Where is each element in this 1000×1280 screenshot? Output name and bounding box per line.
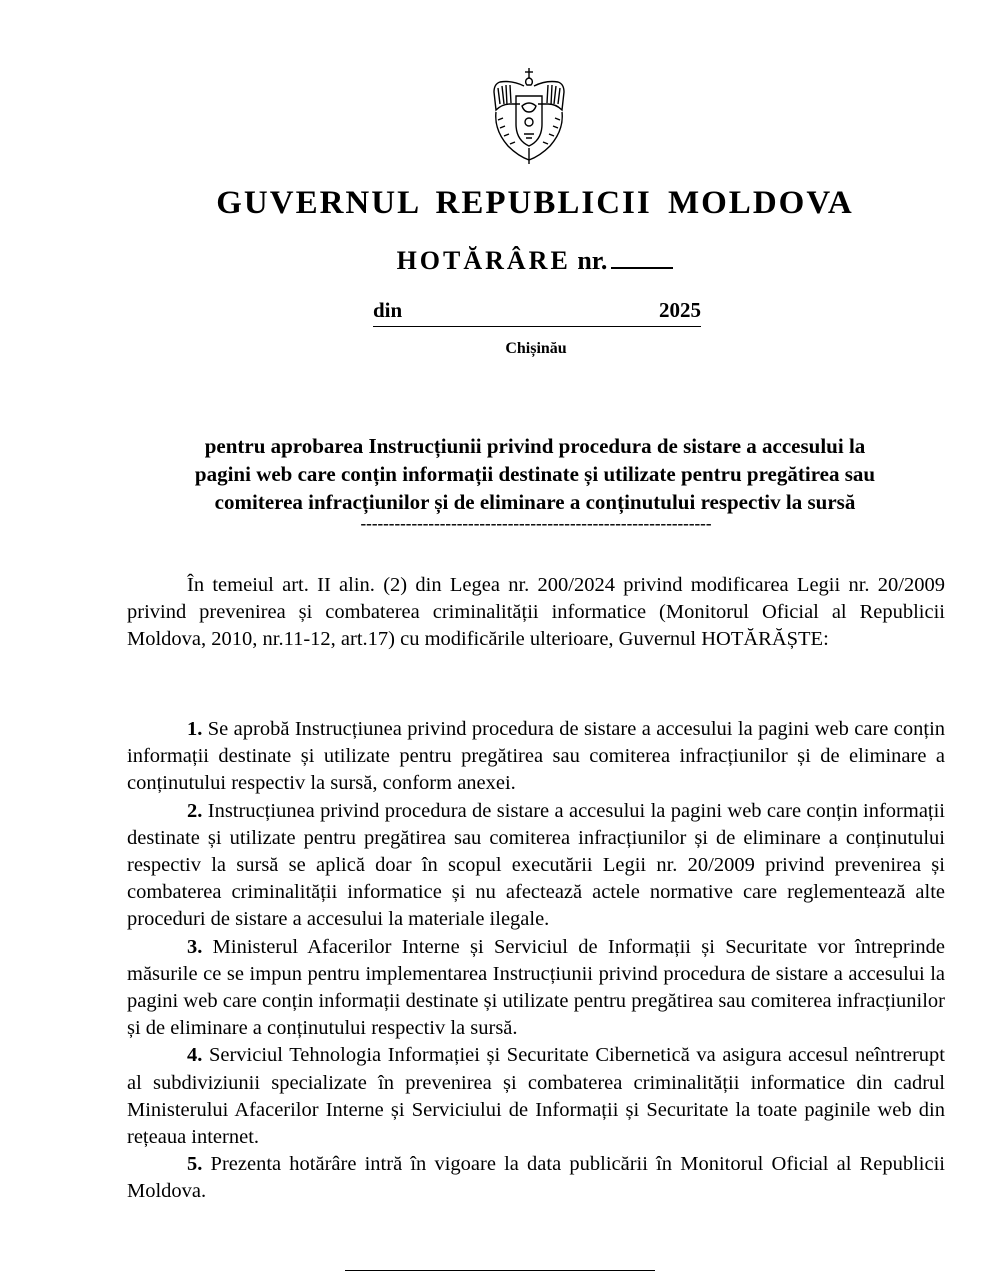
- article-text: Prezenta hotărâre intră în vigoare la data publicării în Monitorul Oficial al Republicii Moldova.: [127, 1153, 945, 1203]
- article-number: 5.: [187, 1153, 203, 1176]
- decision-number-label: nr.: [577, 246, 608, 275]
- date-line: [373, 298, 701, 327]
- article-number: 1.: [187, 718, 203, 740]
- decision-number-blank: [611, 245, 673, 269]
- article-text: Serviciul Tehnologia Informației și Securitate Cibernetică va asigura accesul neîntrerupt al subdiviziunii specializate în prevenirea și combaterea criminalității informatice din cadrul Ministerului Afacerilor Interne și Serviciului de Informații și Securitate la toate paginile web din rețeaua internet.: [127, 1044, 945, 1149]
- article-item: [127, 1042, 945, 1151]
- title-separator: --------------------------------------------------------------: [360, 514, 712, 533]
- article-number: 2.: [187, 799, 203, 822]
- date-year: 2025: [659, 298, 701, 322]
- decision-label: HOTĂRÂRE: [396, 246, 571, 275]
- articles-list: [127, 716, 945, 1206]
- title-line: pentru aprobarea Instrucțiunii privind procedura de sistare a accesului la: [204, 434, 866, 458]
- title-line: pagini web care conțin informații destinate și utilizate pentru pregătirea sau: [194, 462, 876, 486]
- preamble-block: [127, 572, 945, 654]
- coat-of-arms-icon: [488, 66, 570, 166]
- title-line: comiterea infracțiunilor și de eliminare a conținutului respectiv la sursă: [214, 490, 856, 514]
- document-title: [120, 432, 950, 516]
- article-item: [127, 934, 945, 1043]
- date-prefix: din: [373, 298, 403, 322]
- article-item: [127, 798, 945, 934]
- article-text: Ministerul Afacerilor Interne și Serviciul de Informații și Securitate vor întreprinde măsurile ce se impun pentru implementarea Instrucțiunii privind procedura de sistare a accesului la pagini web care conțin informații destinate și utilizate pentru pregătirea sau comiterea infracțiunilor și de eliminare a conținutului respectiv la sursă.: [127, 935, 945, 1040]
- article-item: [127, 1151, 945, 1205]
- government-heading: GUVERNUL REPUBLICII MOLDOVA: [216, 185, 854, 221]
- decision-heading: [0, 245, 1000, 276]
- city-label: Chișinău: [505, 340, 567, 357]
- article-number: 4.: [187, 1044, 203, 1067]
- article-text: Se aprobă Instrucțiunea privind procedura de sistare a accesului la pagini web care conțin informații destinate și utilizate pentru pregătirea sau comiterea infracțiunilor și de eliminare a conținutului respectiv la sursă, conform anexei.: [127, 718, 946, 795]
- article-number: 3.: [187, 935, 203, 958]
- signature-line: [345, 1270, 655, 1271]
- preamble-paragraph: În temeiul art. II alin. (2) din Legea nr. 200/2024 privind modificarea Legii nr. 20/2009 privind prevenirea și combaterea criminalității informatice (Monitorul Oficial al Republicii Moldova, 2010, nr.11-12, art.17) cu modificările ulterioare, Guvernul HOTĂRĂȘTE:: [127, 574, 945, 651]
- article-item: [127, 716, 945, 798]
- article-text: Instrucțiunea privind procedura de sistare a accesului la pagini web care conțin informații destinate și utilizate pentru pregătirea sau comiterea infracțiunilor și de eliminare a conținutului respectiv la sursă se aplică doar în scopul executării Legii nr. 20/2009 privind prevenirea și combaterea criminalității informatice și nu afectează actele normative care reglementează alte proceduri de sistare a accesului la materiale ilegale.: [127, 799, 946, 931]
